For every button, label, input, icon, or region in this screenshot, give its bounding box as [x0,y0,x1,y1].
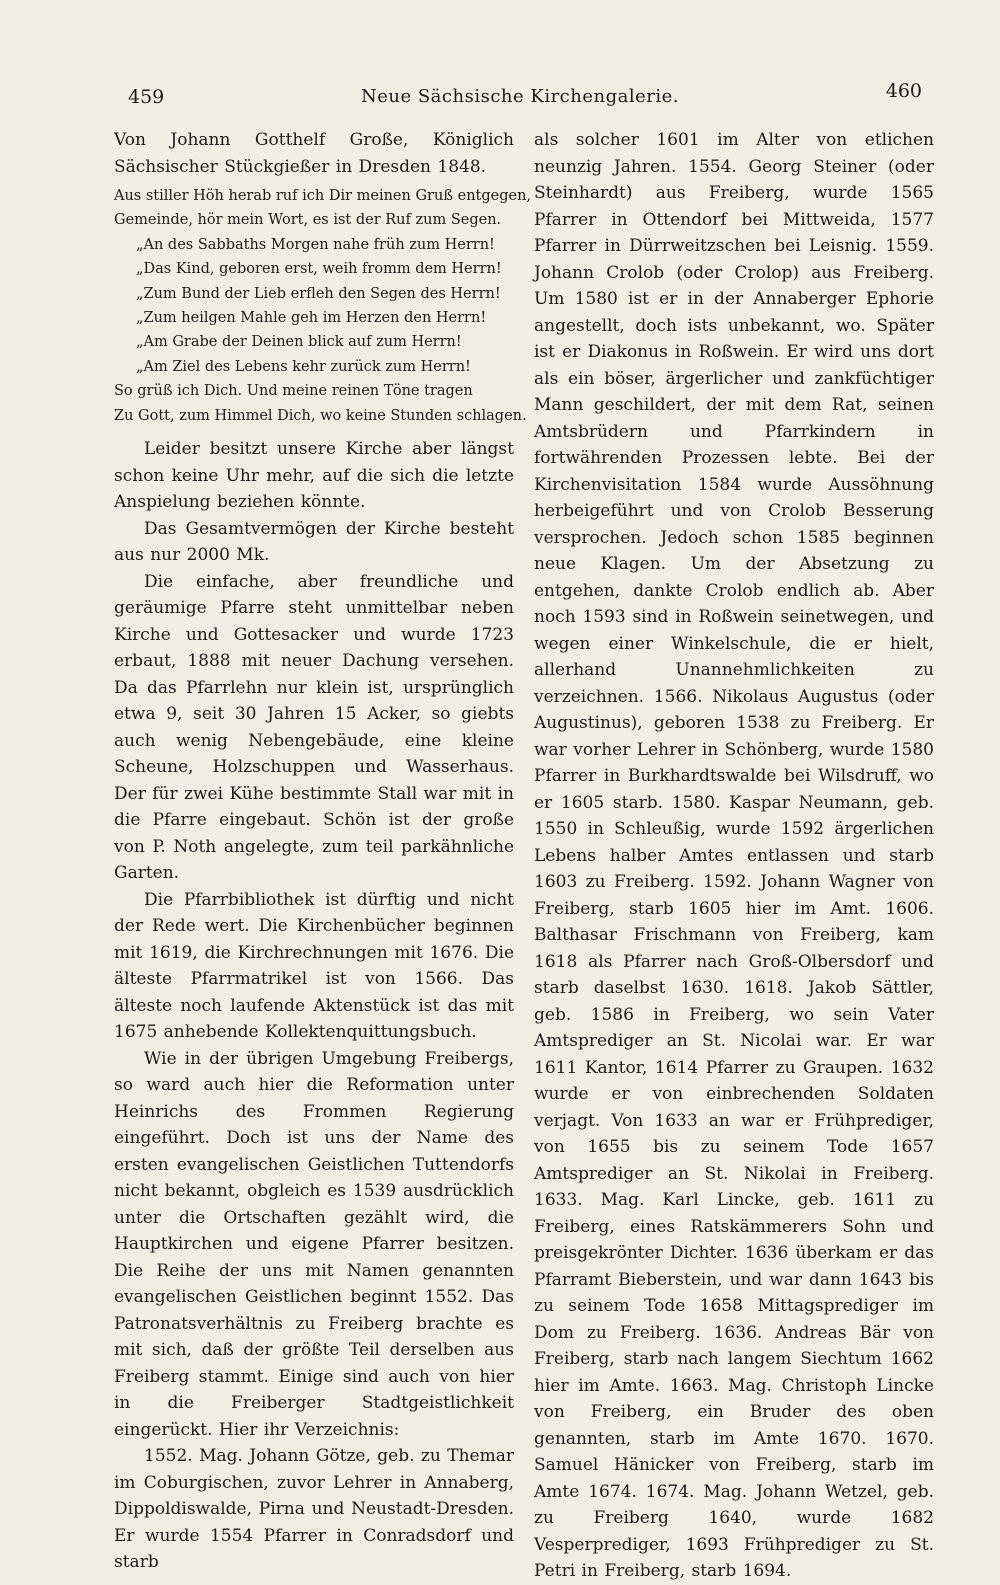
left-column [114,127,532,1576]
bell-inscription-poem [114,184,532,428]
poem-line: „An des Sabbaths Morgen nahe früh zum Herrn! [136,236,495,253]
paragraph-parsonage: Die einfache, aber freundliche und geräumige Pfarre steht unmittelbar neben Kirche und Gottesacker und wurde 1723 erbaut, 1888 mit neuer Dachung versehen. Da das Pfarrlehn nur klein ist, ursprünglich etwa 9, seit 30 Jahren 15 Acker, so giebts auch wenig Nebengebäude, eine kleine Scheune, Holzschuppen und Wasserhaus. Der für zwei Kühe bestimmte Stall war mit in die Pfarre eingebaut. Schön ist der große von P. Noth angelegte, zum teil parkähnliche Garten. [114,571,514,884]
poem-line: „Am Ziel des Lebens kehr zurück zum Herrn! [136,358,471,375]
page-number-left: 459 [128,86,165,108]
paragraph-reformation: Wie in der übrigen Umgebung Freibergs, so ward auch hier die Reformation unter Heinrichs des Frommen Regierung eingeführt. Doch ist uns der Name des ersten evangelischen Geistlichen Tuttendorfs nicht bekannt, obgleich es 1539 ausdrücklich unter die Ortschaften gezählt wird, die Hauptkirchen und eigene Pfarrer besitzen. Die Reihe der uns mit Namen genannten evangelischen Geistlichen beginnt 1552. Das Patronatsverhältnis zu Freiberg brachte es mit sich, daß der größte Teil derselben aus Freiberg stammt. Einige sind auch von hier in die Freiberger Stadtgeistlichkeit eingerückt. Hier ihr Verzeichnis: [114,1048,514,1440]
running-title: Neue Sächsische Kirchengalerie. [360,86,679,107]
poem-attribution: Von Johann Gotthelf Große, Königlich Sächsischer Stückgießer in Dresden 1848. [114,130,514,177]
poem-line: So grüß ich Dich. Und meine reinen Töne tragen [114,383,473,400]
page-number-right: 460 [885,80,922,102]
page-header [118,76,922,116]
poem-line: „Am Grabe der Deinen blick auf zum Herrn! [136,334,462,351]
poem-line: Aus stiller Höh herab ruf ich Dir meinen Gruß entgegen, [114,188,532,204]
poem-line: Zu Gott, zum Himmel Dich, wo keine Stunden schlagen. [114,407,527,424]
paragraph-clock: Leider besitzt unsere Kirche aber längst schon keine Uhr mehr, auf die sich die letzte Anspielung beziehen könnte. [114,439,514,513]
poem-line: Gemeinde, hör mein Wort, es ist der Ruf zum Segen. [114,212,502,229]
poem-line: „Das Kind, geboren erst, weih fromm dem Herrn! [136,261,502,278]
right-column [534,127,934,1585]
paragraph-assets: Das Gesamtvermögen der Kirche besteht aus nur 2000 Mk. [114,518,514,566]
paragraph-pastor-list: als solcher 1601 im Alter von etlichen neunzig Jahren. 1554. Georg Steiner (oder Steinhardt) aus Freiberg, wurde 1565 Pfarrer in Ottendorf bei Mittweida, 1577 Pfarrer in Dürrweitzschen bei Leisnig. 1559. Johann Crolob (oder Crolop) aus Freiberg. Um 1580 ist er in der Annaberger Ephorie angestellt, doch ists unbekannt, wo. Später ist er Diakonus in Roßwein. Er wird uns dort als ein böser, ärgerlicher und zankfüchtiger Mann geschildert, der mit dem Rat, seinen Amtsbrüdern und Pfarrkindern in fortwährenden Prozessen lebte. Bei der Kirchenvisitation 1584 wurde Aussöhnung herbeigeführt und von Crolob Besserung versprochen. Jedoch schon 1585 beginnen neue Klagen. Um der Absetzung zu entgehen, dankte Crolob endlich ab. Aber noch 1593 sind in Roßwein seinetwegen, und wegen einer Winkelschule, die er hielt, allerhand Unannehmlichkeiten zu verzeichnen. 1566. Nikolaus Augustus (oder Augustinus), geboren 1538 zu Freiberg. Er war vorher Lehrer in Schönberg, wurde 1580 Pfarrer in Burkhardtswalde bei Wilsdruff, wo er 1605 starb. 1580. Kaspar Neumann, geb. 1550 in Schleußig, wurde 1592 ärgerlichen Lebens halber Amtes entlassen und starb 1603 zu Freiberg. 1592. Johann Wagner von Freiberg, starb 1605 hier im Amt. 1606. Balthasar Frischmann von Freiberg, kam 1618 als Pfarrer nach Groß-Olbersdorf und starb daselbst 1630. 1618. Jakob Sättler, geb. 1586 in Freiberg, wo sein Vater Amtsprediger an St. Nicolai war. Er war 1611 Kantor, 1614 Pfarrer zu Graupen. 1632 wurde er von einbrechenden Soldaten verjagt. Von 1633 an war er Frühprediger, von 1655 bis zu seinem Tode 1657 Amtsprediger an St. Nikolai in Freiberg. 1633. Mag. Karl Lincke, geb. 1611 zu Freiberg, eines Ratskämmerers Sohn und preisgekrönter Dichter. 1636 überkam er das Pfarramt Bieberstein, und war dann 1643 bis zu seinem Tode 1658 Mittagsprediger im Dom zu Freiberg. 1636. Andreas Bär von Freiberg, starb nach langem Siechtum 1662 hier im Amte. 1663. Mag. Christoph Lincke von Freiberg, ein Bruder des oben genannten, starb im Amte 1670. 1670. Samuel Hänicker von Freiberg, starb im Amte 1674. 1674. Mag. Johann Wetzel, geb. zu Freiberg 1640, wurde 1682 Vesperprediger, 1693 Frühprediger zu St. Petri in Freiberg, starb 1694. [534,130,934,1581]
paragraph-library: Die Pfarrbibliothek ist dürftig und nicht der Rede wert. Die Kirchenbücher beginnen mit 1619, die Kirchrechnungen mit 1676. Die älteste Pfarrmatrikel ist von 1566. Das älteste noch laufende Aktenstück ist das mit 1675 anhebende Kollektenquittungsbuch. [114,889,514,1043]
poem-line: „Zum heilgen Mahle geh im Herzen den Herrn! [136,310,487,327]
paragraph-pastor-list-start: 1552. Mag. Johann Götze, geb. zu Themar im Coburgischen, zuvor Lehrer in Annaberg, Dippoldiswalde, Pirna und Neustadt-Dresden. Er wurde 1554 Pfarrer in Conradsdorf und starb [114,1446,514,1573]
poem-line: „Zum Bund der Lieb erfleh den Segen des Herrn! [136,285,501,302]
